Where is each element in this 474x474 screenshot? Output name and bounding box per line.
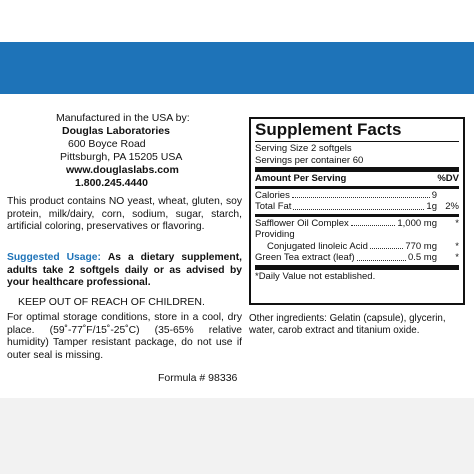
leader-dots	[351, 218, 396, 227]
manufacturer-city: Pittsburgh, PA 15205 USA	[60, 151, 183, 163]
safflower-value: 1,000 mg	[397, 217, 437, 229]
cla-label: Conjugated linoleic Acid	[267, 240, 368, 252]
calories-dv	[437, 190, 459, 202]
total-fat-dv: 2%	[445, 201, 459, 212]
supplement-facts-title: Supplement Facts	[255, 120, 402, 139]
green-tea-value: 0.5 mg	[407, 252, 437, 263]
providing-label: Providing	[255, 229, 295, 240]
safflower-label: Safflower Oil Complex	[255, 217, 349, 229]
safflower-dv: *	[455, 217, 459, 229]
safflower-row	[255, 218, 459, 230]
manufacturer-block	[56, 112, 206, 190]
bottom-band	[0, 398, 474, 474]
cla-row	[255, 241, 459, 253]
leader-dots	[357, 252, 406, 261]
amount-header-row	[255, 173, 459, 185]
calories-label: Calories	[255, 189, 290, 201]
storage-instructions: For optimal storage conditions, store in a cool, dry place. (59˚-77˚F/15˚-25˚C) (35-65% relative humidity) Tamper resistant package, do not use if outer seal is missing.	[7, 312, 242, 361]
divider-medium	[255, 186, 459, 189]
serving-size: Serving Size 2 softgels	[255, 143, 352, 154]
dv-header-label: %DV	[437, 173, 459, 184]
formula-number: Formula # 98336	[158, 372, 238, 384]
green-tea-label: Green Tea extract (leaf)	[255, 252, 355, 263]
manufacturer-phone: 1.800.245.4440	[75, 177, 148, 189]
manufacturer-intro: Manufactured in the USA by:	[56, 112, 190, 124]
brand-color-band	[0, 42, 474, 94]
amount-header-label: Amount Per Serving	[255, 173, 347, 184]
manufacturer-street: 600 Boyce Road	[68, 138, 146, 150]
suggested-usage-label: Suggested Usage:	[7, 252, 101, 263]
cla-dv: *	[455, 240, 459, 252]
supplement-facts-panel	[249, 117, 465, 305]
total-fat-value: 1g	[426, 201, 437, 212]
green-tea-row	[255, 252, 459, 264]
divider-thick	[255, 167, 459, 172]
total-fat-label: Total Fat	[255, 201, 292, 212]
servings-per-container: Servings per container 60	[255, 154, 364, 166]
divider-medium	[255, 214, 459, 217]
daily-value-footnote: *Daily Value not established.	[255, 270, 376, 282]
top-band	[0, 0, 474, 42]
providing-row	[255, 229, 459, 241]
calories-row	[255, 190, 459, 202]
allergen-statement: This product contains NO yeast, wheat, gluten, soy protein, milk/dairy, corn, sodium, sugar, starch, artificial coloring, preservatives or flavoring.	[7, 196, 242, 233]
manufacturer-name: Douglas Laboratories	[62, 125, 170, 137]
child-warning: KEEP OUT OF REACH OF CHILDREN.	[18, 296, 205, 308]
total-fat-row	[255, 201, 459, 213]
suggested-usage	[7, 252, 242, 290]
green-tea-dv: *	[455, 252, 459, 263]
leader-dots	[293, 201, 424, 210]
divider-thick	[255, 265, 459, 270]
cla-value: 770 mg	[405, 240, 437, 252]
manufacturer-website: www.douglaslabs.com	[66, 164, 179, 176]
divider	[255, 141, 459, 142]
suggested-usage-text: As a dietary supplement, adults take 2 softgels daily or as advised by your healthcare professional.	[7, 252, 242, 289]
other-ingredients: Other ingredients: Gelatin (capsule), glycerin, water, carob extract and titanium oxide.	[249, 313, 446, 337]
leader-dots	[292, 190, 430, 199]
leader-dots	[370, 241, 403, 250]
calories-value: 9	[431, 189, 437, 201]
